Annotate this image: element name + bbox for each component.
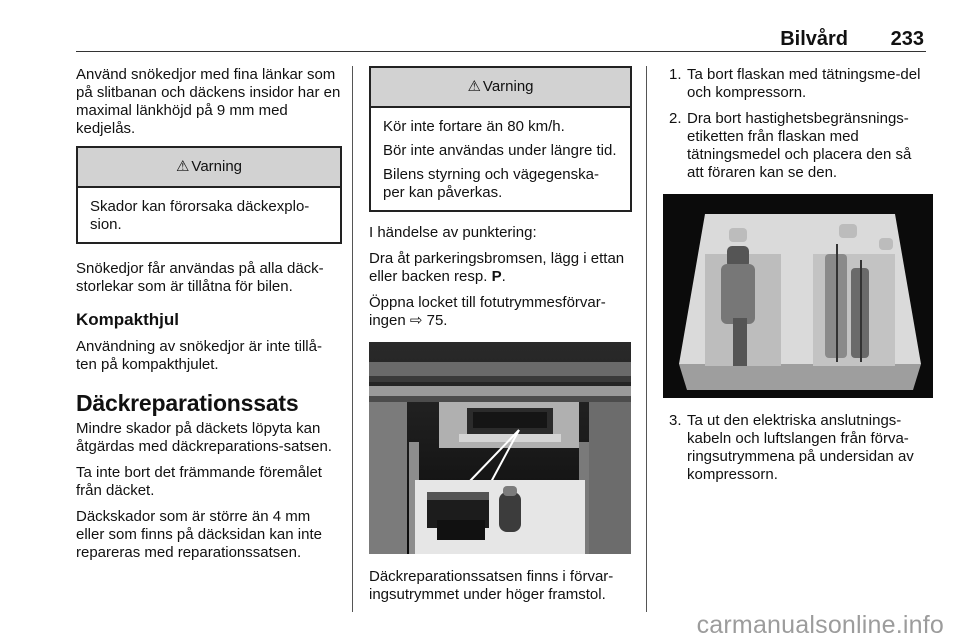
watermark: carmanualsonline.info	[696, 611, 944, 639]
compressor-kit-photo	[663, 194, 933, 398]
repair-kit-p2: Ta inte bort det främmande föremålet från däcket.	[76, 464, 322, 499]
warning-triangle-icon: ⚠	[467, 78, 481, 95]
warning-header	[78, 148, 340, 188]
repair-kit-p1: Mindre skador på däckets löpyta kan åtgärdas med däckreparations-satsen.	[76, 420, 332, 455]
repair-kit-heading: Däckreparationssats	[76, 390, 299, 416]
warning-line-2: Bör inte användas under längre tid.	[383, 142, 617, 159]
header-rule	[76, 51, 926, 52]
page-reference: 75.	[426, 312, 448, 329]
puncture-text: I händelse av punktering:	[369, 224, 537, 241]
column-divider-1	[352, 66, 353, 612]
step-item	[669, 66, 929, 102]
warning-title: Varning	[191, 158, 243, 175]
step-text: Ta bort flaskan med tätningsme-del och kompressorn.	[687, 66, 921, 101]
step-text: Dra bort hastighetsbegränsnings-etiketten från flaskan med tätningsmedel och placera den så att föraren kan se den.	[687, 110, 912, 181]
page-reference-arrow-icon: ⇨	[409, 312, 423, 329]
warning-box-explosion	[76, 146, 342, 244]
open-lid-text	[369, 294, 632, 330]
repair-steps-continued	[669, 412, 929, 484]
storage-compartment-illustration	[369, 342, 631, 554]
warning-body	[78, 188, 340, 242]
column-3	[669, 66, 929, 492]
kit-location-caption: Däckreparationssatsen finns i förvar-ingsutrymmet under höger framstol.	[369, 568, 614, 603]
column-divider-2	[646, 66, 647, 612]
page-number: 233	[890, 28, 924, 50]
gear-p: P	[491, 268, 502, 285]
open-lid-instruction: Öppna locket till fotutrymmesförvar-ingen	[369, 294, 606, 329]
step-number: 3.	[669, 412, 682, 429]
compact-wheel-heading: Kompakthjul	[76, 310, 179, 329]
step-number: 1.	[669, 66, 682, 83]
warning-header	[371, 68, 630, 108]
chains-tire-sizes: Snökedjor får användas på alla däck-storlekar som är tillåtna för bilen.	[76, 260, 324, 295]
page-header	[76, 26, 926, 52]
step-item	[669, 110, 929, 182]
warning-box-speed	[369, 66, 632, 212]
warning-title: Varning	[482, 78, 534, 95]
compressor-kit-illustration	[663, 194, 933, 398]
step-text: Ta ut den elektriska anslutnings-kabeln och luftslangen från förva-ringsutrymmena på undersidan av kompressorn.	[687, 412, 914, 483]
warning-line-1: Kör inte fortare än 80 km/h.	[383, 118, 565, 135]
parking-brake-instruction: Dra åt parkeringsbromsen, lägg i ettan eller backen resp.	[369, 250, 625, 285]
compact-wheel-text: Användning av snökedjor är inte tillå-ten på kompakthjulet.	[76, 338, 322, 373]
column-1	[76, 66, 342, 570]
parking-brake-text	[369, 250, 632, 286]
warning-line-3: Bilens styrning och vägegenska-per kan påverkas.	[383, 166, 599, 201]
sentence-end: .	[501, 268, 506, 285]
step-item	[669, 412, 929, 484]
repair-steps	[669, 66, 929, 182]
step-number: 2.	[669, 110, 682, 127]
column-2	[369, 66, 632, 612]
section-title: Bilvård	[780, 28, 848, 50]
warning-triangle-icon: ⚠	[175, 158, 190, 175]
storage-compartment-photo	[369, 342, 631, 554]
warning-body	[371, 108, 630, 210]
snow-chains-intro: Använd snökedjor med fina länkar som på slitbanan och däckens insidor har en maximal länkhöjd på 9 mm med kedjelås.	[76, 66, 341, 137]
repair-kit-p3: Däckskador som är större än 4 mm eller som finns på däcksidan kan inte repareras med reparationssatsen.	[76, 508, 322, 561]
warning-text: Skador kan förorsaka däckexplo-sion.	[90, 198, 310, 233]
